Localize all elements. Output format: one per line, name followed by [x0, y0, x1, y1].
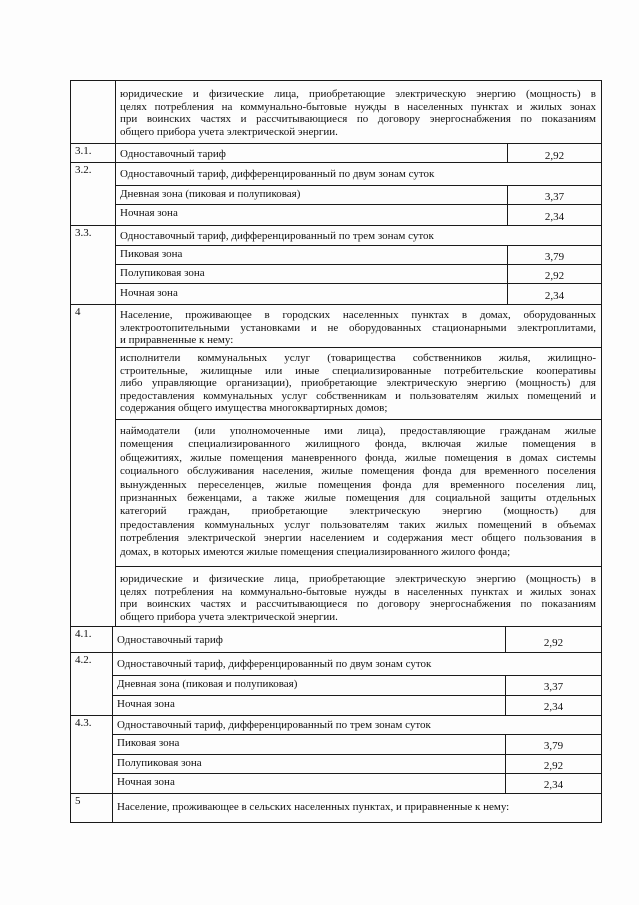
text-line: общежитиях, жилые помещения маневренного фонда, жилые помещения в домах системы	[120, 451, 596, 464]
text-line: признанных беженцами, а также жилые помещения для социальной защиты отдельных	[120, 492, 596, 505]
zone-value: 3,79	[544, 251, 565, 263]
row-divider	[115, 566, 602, 567]
tariff-label: Одноставочный тариф, дифференцированный по двум зонам суток	[120, 168, 435, 180]
tariff-label: Одноставочный тариф, дифференцированный по двум зонам суток	[117, 658, 432, 670]
row-number: 4.3.	[75, 717, 92, 729]
zone-value: 2,34	[543, 701, 564, 713]
row-divider	[115, 264, 602, 265]
number-column-divider	[112, 626, 113, 823]
row-divider	[112, 675, 602, 676]
zone-label: Полупиковая зона	[117, 757, 202, 769]
text-line: исполнители коммунальных услуг (товарищества собственников жилья, жилищно-	[120, 352, 596, 364]
text-line: юридические и физические лица, приобретающие электрическую энергию (мощность) в	[120, 573, 596, 585]
zone-value: 2,34	[544, 211, 565, 223]
row-divider	[112, 754, 602, 755]
row-divider	[115, 185, 602, 186]
table-bottom-border	[70, 822, 602, 823]
text-line: Население, проживающее в городских населенных пунктах в домах, оборудованных	[120, 309, 596, 321]
zone-value: 2,34	[544, 290, 565, 302]
text-line: помещения специализированного жилищного фонда, включая жилые помещения в	[120, 438, 596, 451]
text-line: строительные, жилищные или иные специализированные потребительские кооперативы	[120, 364, 596, 377]
text-line: либо управляющие организации), приобретающие электрическую энергию (мощность) для	[120, 377, 596, 390]
text-line: наймодатели (или уполномоченные ими лица), предоставляющие гражданам жилые	[120, 425, 596, 437]
text-line: при воинских частях и рассчитывающиеся по договору энергоснабжения по показаниям	[120, 113, 596, 126]
zone-value: 2,92	[543, 760, 564, 772]
table-right-border	[601, 80, 602, 823]
row-divider	[70, 793, 602, 794]
text-line: предоставления коммунальных услуг собственникам и пользователям жилых помещений и	[120, 389, 596, 402]
text-line: целях потребления на коммунально-бытовые нужды в населенных пунктах и жилых зонах	[120, 585, 596, 598]
zone-value: 2,34	[543, 779, 564, 791]
consumer-paragraph	[120, 425, 596, 559]
zone-label: Пиковая зона	[120, 248, 183, 260]
text-line: вынужденных переселенцев, жилые помещения фонда для временного поселения лиц,	[120, 478, 596, 491]
row-divider	[70, 225, 602, 226]
tariff-label: Одноставочный тариф, дифференцированный по трем зонам суток	[117, 719, 431, 731]
row-divider	[112, 734, 602, 735]
table-left-border	[70, 80, 71, 823]
row-number: 4.1.	[75, 628, 92, 640]
tariff-value: 2,92	[544, 150, 565, 162]
consumer-paragraph	[120, 352, 596, 415]
zone-value: 3,37	[543, 681, 564, 693]
tariff-label: Одноставочный тариф	[120, 148, 226, 160]
zone-label: Пиковая зона	[117, 737, 180, 749]
text-line: предоставления коммунальных услуг пользователям таких жилых помещений в объемах	[120, 518, 596, 531]
zone-label: Полупиковая зона	[120, 267, 205, 279]
row-divider	[70, 715, 602, 716]
zone-label: Дневная зона (пиковая и полупиковая)	[117, 678, 298, 690]
row-number: 3.2.	[75, 164, 92, 176]
row-divider	[70, 652, 602, 653]
section-header: Население, проживающее в сельских населенных пунктах, и приравненные к нему:	[117, 801, 510, 813]
text-line: социального обслуживания населения, жилые помещения фонда для временного поселения	[120, 465, 596, 478]
text-line: целях потребления на коммунально-бытовые нужды в населенных пунктах и жилых зонах	[120, 100, 596, 113]
consumer-paragraph	[120, 573, 596, 623]
text-line: потребления электрической энергии населением и содержания мест общего пользования в	[120, 532, 596, 545]
row-number: 5	[75, 795, 81, 807]
text-line: общего прибора учета электрической энергии.	[120, 610, 338, 623]
text-line: общего прибора учета электрической энергии.	[120, 125, 338, 138]
intro-paragraph	[120, 88, 596, 138]
row-divider	[115, 283, 602, 284]
number-column-divider	[115, 80, 116, 627]
row-divider	[70, 162, 602, 163]
text-line: при воинских частях и рассчитывающиеся по договору энергоснабжения по показаниям	[120, 598, 596, 611]
zone-value: 3,37	[544, 191, 565, 203]
section-header	[120, 309, 596, 347]
row-divider	[70, 626, 602, 627]
zone-label: Ночная зона	[120, 287, 178, 299]
row-divider	[115, 204, 602, 205]
row-number: 3.3.	[75, 227, 92, 239]
tariff-label: Одноставочный тариф	[117, 634, 223, 646]
row-number: 4	[75, 306, 81, 318]
text-line: и приравненные к нему:	[120, 334, 234, 347]
row-divider	[115, 419, 602, 420]
zone-label: Ночная зона	[117, 698, 175, 710]
text-line: юридические и физические лица, приобретающие электрическую энергию (мощность) в	[120, 88, 596, 100]
row-divider	[112, 695, 602, 696]
text-line: электроотопительными установками и не оборудованных стационарными электроплитами,	[120, 321, 596, 334]
row-divider	[112, 773, 602, 774]
text-line: домах, в которых имеются жилые помещения специализированного жилого фонда;	[120, 545, 511, 558]
text-line: категорий граждан, приобретающие электрическую энергию (мощность) для	[120, 505, 596, 518]
text-line: содержания общего имущества многоквартирных домов;	[120, 402, 388, 415]
row-divider	[115, 347, 602, 348]
tariff-value: 2,92	[543, 637, 564, 649]
table-top-border	[70, 80, 602, 81]
zone-label: Ночная зона	[120, 207, 178, 219]
row-number: 3.1.	[75, 145, 92, 157]
row-number: 4.2.	[75, 654, 92, 666]
zone-value: 2,92	[544, 270, 565, 282]
zone-label: Дневная зона (пиковая и полупиковая)	[120, 188, 301, 200]
zone-label: Ночная зона	[117, 776, 175, 788]
tariff-label: Одноставочный тариф, дифференцированный по трем зонам суток	[120, 230, 434, 242]
row-divider	[115, 245, 602, 246]
zone-value: 3,79	[543, 740, 564, 752]
row-divider	[70, 143, 602, 144]
row-divider	[70, 304, 602, 305]
